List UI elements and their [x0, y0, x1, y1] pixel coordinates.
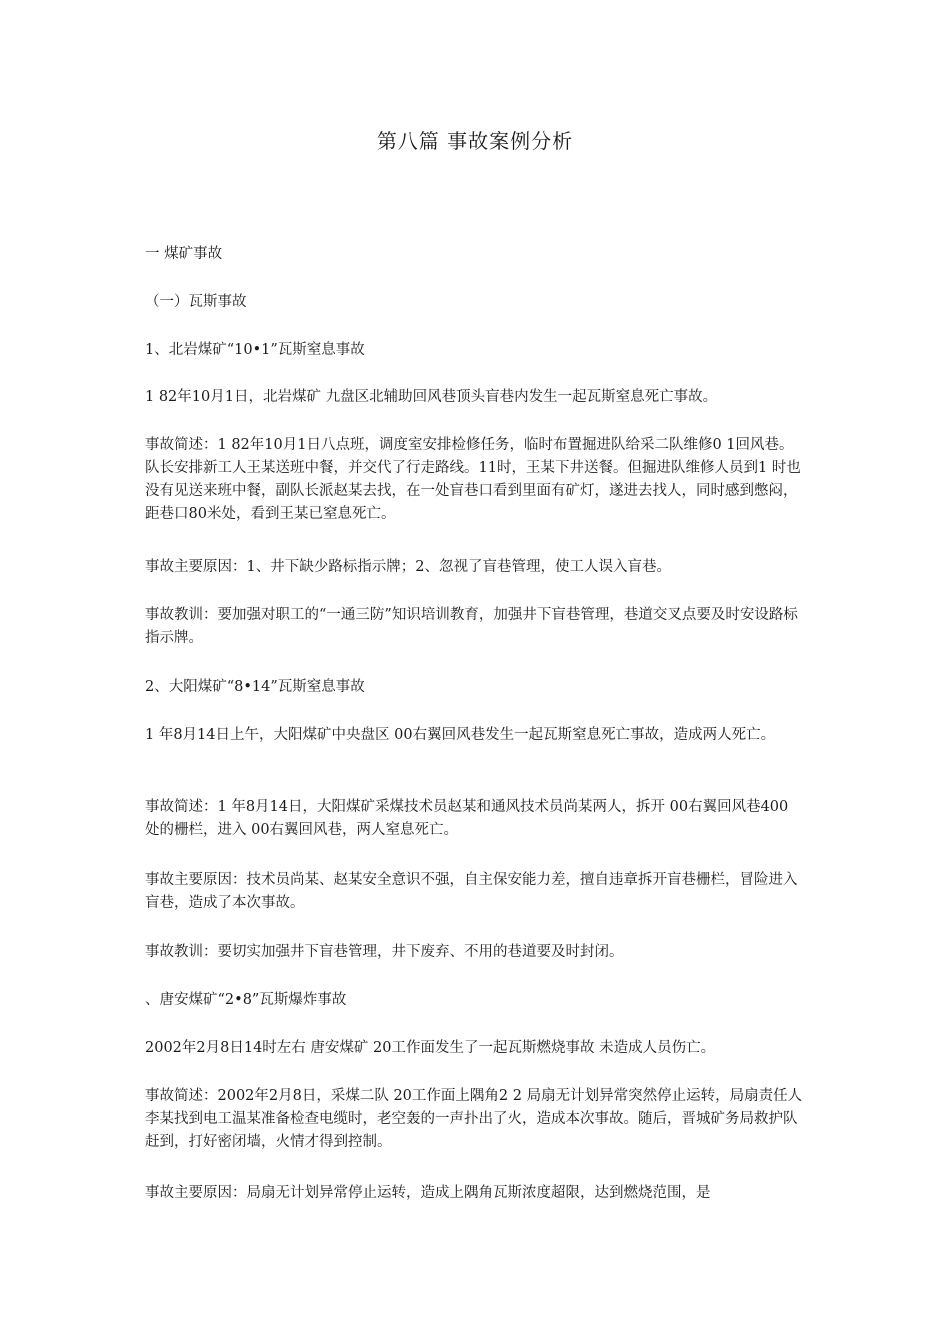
section-heading-coal-mine: 一 煤矿事故 — [145, 246, 223, 262]
case-1-description: 事故简述：1 82年10月1日八点班，调度室安排检修任务，临时布置掘进队给采二队维修0 1回风巷。队长安排新工人王某送班中餐，并交代了行走路线。11时，王某下井送餐。但掘进队维修人员到1 时也没有见送来班中餐，副队长派赵某去找，在一处盲巷口看到里面有矿灯，遂进去找人，同时感到憋闷，距巷口80米处，看到王某已窒息死亡。 — [145, 437, 801, 522]
case-3-summary: 2002年2月8日14时左右 唐安煤矿 20工作面发生了一起瓦斯燃烧事故 未造成人员伤亡。 — [145, 1040, 716, 1056]
case-2-lesson: 事故教训：要切实加强井下盲巷管理，井下废弃、不用的巷道要及时封闭。 — [145, 944, 624, 960]
case-1-summary: 1 82年10月1日，北岩煤矿 九盘区北辅助回风巷顶头盲巷内发生一起瓦斯窒息死亡事故。 — [145, 389, 718, 405]
case-2-summary: 1 年8月14日上午，大阳煤矿中央盘区 00右翼回风巷发生一起瓦斯窒息死亡事故，造成两人死亡。 — [145, 727, 776, 743]
case-2-description: 事故简述：1 年8月14日，大阳煤矿采煤技术员赵某和通风技术员尚某两人，拆开 00右翼回风巷400 处的栅栏，进入 00右翼回风巷，两人窒息死亡。 — [145, 799, 789, 838]
case-1-cause: 事故主要原因：1、井下缺少路标指示牌；2、忽视了盲巷管理，使工人误入盲巷。 — [145, 559, 671, 575]
case-2-cause: 事故主要原因：技术员尚某、赵某安全意识不强，自主保安能力差，擅自违章拆开盲巷栅栏，冒险进入盲巷，造成了本次事故。 — [145, 872, 798, 911]
case-3-description: 事故简述：2002年2月8日，采煤二队 20工作面上隅角2 2 局扇无计划异常突然停止运转，局扇责任人李某找到电工温某准备检查电缆时，老空轰的一声扑出了火，造成本次事故。随后，晋城矿务局救护队赶到，打好密闭墙，火情才得到控制。 — [145, 1088, 803, 1150]
case-heading-3: 、唐安煤矿“2•8”瓦斯爆炸事故 — [145, 992, 347, 1008]
case-heading-2: 2、大阳煤矿“8•14”瓦斯窒息事故 — [145, 679, 365, 695]
case-heading-1: 1、北岩煤矿“10•1”瓦斯窒息事故 — [145, 342, 365, 358]
case-1-lesson: 事故教训：要加强对职工的“一通三防”知识培训教育，加强井下盲巷管理，巷道交叉点要及时安设路标指示牌。 — [145, 607, 798, 646]
case-3-cause: 事故主要原因：局扇无计划异常停止运转，造成上隅角瓦斯浓度超限，达到燃烧范围，是 — [145, 1185, 711, 1201]
page-title: 第八篇 事故案例分析 — [376, 129, 574, 153]
subsection-heading-gas: （一）瓦斯事故 — [145, 294, 247, 310]
